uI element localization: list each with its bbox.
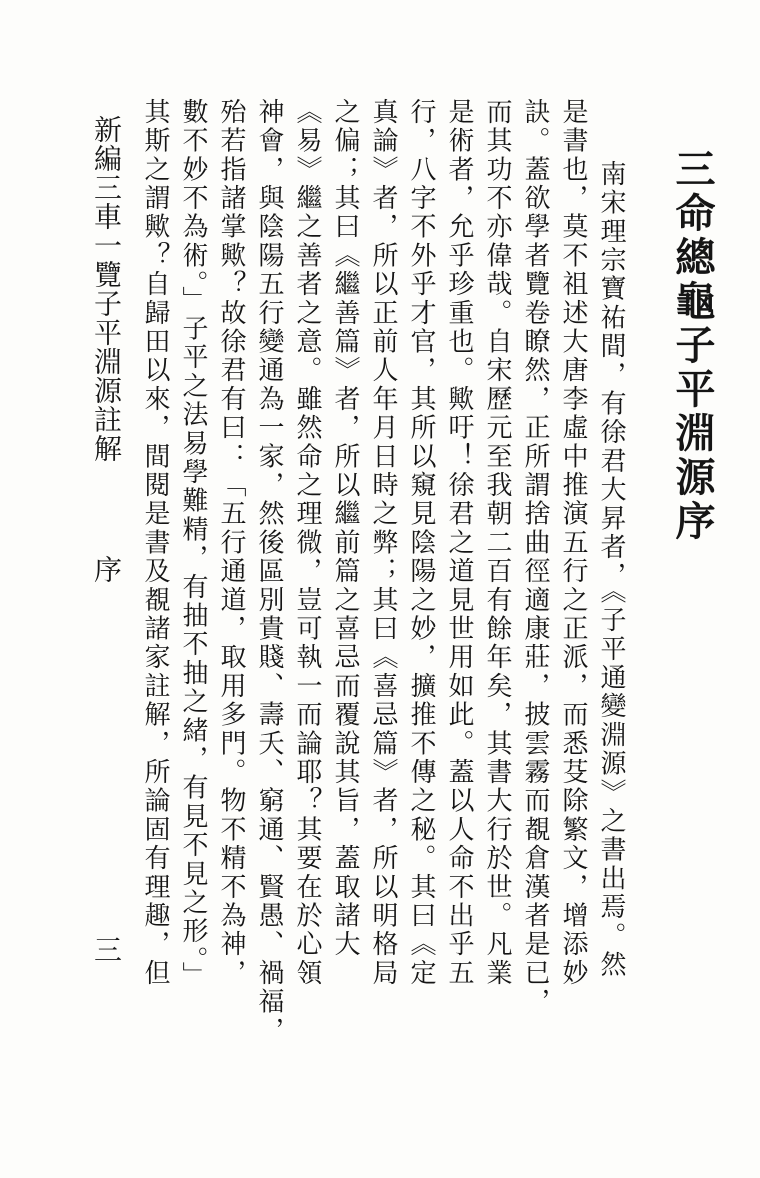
text-column-3: 訣。蓋欲學者覽卷瞭然，正所謂捨曲徑適康莊，披雲霧而覩倉漢者是已，	[520, 98, 550, 1017]
preface-title: 三命總龜子平淵源序	[669, 148, 716, 544]
text-column-9: 《易》繼之善者之意。雖然命之理微，豈可執一而論耶？其要在於心領	[292, 98, 322, 988]
text-column-13: 其斯之謂歟？自歸田以來，間閱是書及覩諸家註解，所論固有理趣，但	[140, 98, 170, 988]
text-column-1: 南宋理宗寶祐間，有徐君大昇者，《子平通變淵源》之書出焉。然	[596, 160, 626, 980]
text-column-4: 而其功不亦偉哉。自宋歷元至我朝二百有餘年矣，其書大行於世。凡業	[482, 98, 512, 988]
text-column-2: 是書也，莫不祖述大唐李虛中推演五行之正派，而悉芟除繁文，增添妙	[558, 98, 588, 988]
page-number: 三	[90, 935, 123, 963]
text-column-6: 行，八字不外乎才官，其所以窺見陰陽之妙，擴推不傳之秘。其曰《定	[406, 98, 436, 988]
text-column-7: 真論》者，所以正前人年月日時之弊；其曰《喜忌篇》者，所以明格局	[368, 98, 398, 988]
text-column-8: 之偏；其曰《繼善篇》者，所以繼前篇之喜忌而覆說其旨，蓋取諸大	[330, 98, 360, 959]
text-column-11: 殆若指諸掌歟？故徐君有曰：「五行通道，取用多門。物不精不為神，	[216, 98, 246, 988]
text-column-12: 數不妙不為術。」子平之法易學難精，有抽不抽之緒，有見不見之形。」	[178, 98, 208, 991]
text-column-5: 是術者，允乎珍重也。歟吁！徐君之道見世用如此。蓋以人命不出乎五	[444, 98, 474, 988]
running-book-title: 新編三車一覽子平淵源註解	[90, 115, 123, 463]
text-column-10: 神會，與陰陽五行變通為一家，然後區別貴賤、壽夭、窮通、賢愚、禍福，	[254, 98, 284, 1046]
running-section-label: 序	[90, 555, 123, 583]
